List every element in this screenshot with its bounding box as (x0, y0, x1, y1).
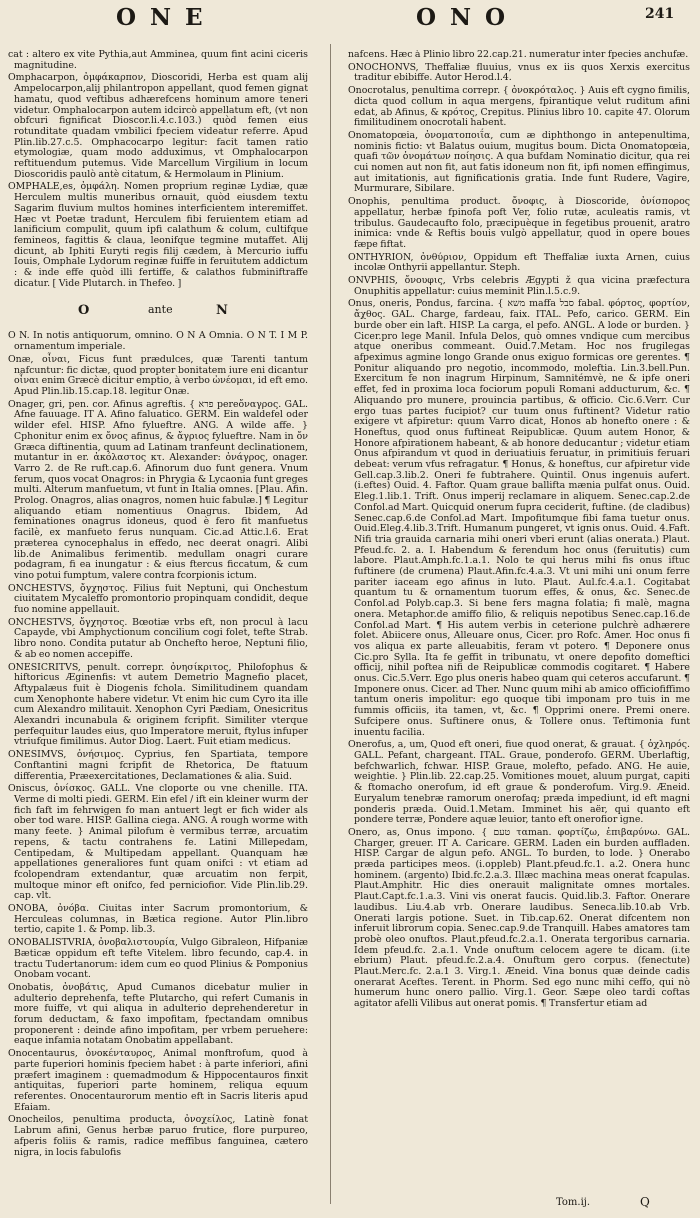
entry-onobatis: Onobatis, ὀνοβάτις, Apud Cumanos dicebatur mulier in adulterio deprehenfa, tefte Plutarcho, qui refert Cumanis in more fuiffe, vt qui aliqua in adulterio deprehenderetur in forum deductam, & faxo impofitam, fpectandam omnibus proponerent : deinde afino impofitam, per vrbem peruehere: eaque infamia notatam Onobatim appellabant. (8, 981, 308, 1047)
entry-onoba: ONOBA, ὀνόβα. Ciuitas inter Sacrum promontorium, & Herculeas columnas, in Bætica regione. Autor Plin.libro tertio, capite 1. & Pomp. lib.3. (8, 903, 308, 936)
entry-on-notae: O N. In notis antiquorum, omnino. O N A Omnia. O N T. I M P. ornamentum imperiale. (8, 330, 308, 353)
entry-onchestus-filius: ONCHESTVS, ὄγχηστος. Filius fuit Neptuni, qui Onchestum ciuitatem Mycaleffo promontorio propinquam condidit, deque fuo nomine appellauit. (8, 582, 308, 616)
entry-omphacarpon-tail: cat : altero ex vite Pythia,aut Amminea, quum fint acini ciceris magnitudine. (8, 50, 308, 71)
column-rule (330, 44, 331, 1204)
right-column (348, 50, 690, 1200)
entry-onomatopoeia: Onomatopœia, ὀνοματοποιΐα, cum æ diphthongo in antepenultima, nominis fictio: vt Balatus ouium, mugitus boum. Dicta Onomatopœia, quafi τῶν ὀνομάτων ποίησις. A qua bufdam Nominatio dicitur, qua rei cui nomen aut non fit, aut fatis idoneum non fit, ipfi nomen effingimus, aut imitationis, aut fignificationis gratia. Inde funt Rudere, Vagire, Murmurare, Sibilare. (348, 129, 690, 195)
entry-onthyrion: ONTHYRION, ὀνθύριον, Oppidum eft Theffaliæ iuxta Arnen, cuius incolæ Onthyrii appellantur. Steph. (348, 251, 690, 274)
section-letter-o: O (78, 303, 90, 319)
section-heading-o-ante-n (8, 295, 308, 325)
page-number: 241 (645, 6, 675, 22)
entry-onesicritus: ONESICRITVS, penult. correpr. ὀνησίκριτος, Philofophus & hiftoricus Æginenfis: vt autem Demetrio Magnefio placet, Aftypalæus fuit è Diogenis fchola. Similitudinem quandam cum Xenophonte habere videtur. Vt enim hic cum Cyro ita ille cum Alexandro militauit. Xenophon Cyri Pædiam, Onesicritus Alexandri incunabula & originem fcripfit. Similiter vterque perfequitur laudes eius, quo Imperatore meruit, ftylus infuper vtriufque fimilimus. Autor Diog. Laert. Fuit etiam medicus. (8, 661, 308, 748)
entry-onobalisturia: ONOBALISTVRIA, ὀνοβαλιστουρία, Vulgo Gibraleon, Hifpaniæ Bæticæ oppidum eft tefte Vitelem. libro fecundo, cap.4. in tractu Tudertanorum: idem cum eo quod Plinius & Pomponius Onobam vocant. (8, 937, 308, 981)
entry-onocrotalus: Onocrotalus, penultima correpr. { ὀνοκρόταλος. } Auis eft cygno fimilis, dicta quod collum in aqua mergens, fpirantique velut ruditum afini edat, ab Afinus, & κρότος, Crepitus. Plinius libro 10. capite 47. Olorum fimilitudinem onocrotali habent. (348, 85, 690, 129)
entry-onocentaurus: Onocentaurus, ὀνοκένταυρος, Animal monftrofum, quod à parte fuperiori hominis fpeciem habet : à parte inferiori, afini præfert imaginem : quemadmodum & Hippocentauros finxit antiquitas, fuperiori parte hominem, reliqua equum referentes. Onocentaurorum mentio eft in Sacris literis apud Efaiam. (8, 1048, 308, 1113)
entry-onophis: Onophis, penultima product. ὄνοφις, à Dioscoride, ὀνίσπορος appellatur, herbæ fpinofa poft Ver, folio rutæ, aculeatis ramis, vt tribulus. Gaudecaufto folo, præcipuèque in fegetibus prouenit, aratro inimica: vnde & Reftis bouis vulgò appellatur, quod in opere boues fæpe fiftat. (348, 196, 690, 250)
entry-onocheilos-tail: nafcens. Hæc à Plinio libro 22.cap.21. numeratur inter fpecies anchufæ. (348, 50, 689, 60)
entry-onchestus-urbs: ONCHESTVS, ὄγχηστος. Bœotiæ vrbs eft, non procul à lacu Capayde, vbi Amphyctionum concilium cogi folet, tefte Strab. libro nono. Condita putatur ab Onchefto heroe, Neptuni filio, & ab eo nomen accepiffe. (8, 616, 308, 660)
running-head-left: ONE (116, 4, 217, 31)
section-letter-n: N (216, 303, 228, 319)
entry-onero: Onero, as, Onus impono. { טעם ταman. φορτίζω, ἐπιβαρύνω. GAL. Charger, greuer. IT A. Caricare. GERM. Laden ein burden auffladen. HISP. Cargar de algun pefo. ANGL. To burden, to lode. } Onerabo præda participes meos. (i.oppleb) Plant.pfeud.fc.1. a.2. Onera hunc hominem. (argento) Ibid.fc.2.a.3. Illæc machina meas onerat fcapulas. Plaut.Amphitr. Hic dies onerauit malignitate omnes mortales. Plaut.Capt.fc.1.a.3. Vini vis onerat faucis. Quid.lib.3. Faftor. Onerare laudibus. Liu.4.ab vrb. Onerare laudibus. Seneca.lib.10.ab Vrb. Onerati largis potione. Suet. in Tib.cap.62. Onerat difcentem non inferuit librorum copia. Senec.cap.9.de Tranquill. Habes amatores tam probè oleo onuftos. Plaut.pfeud.fc.2.a.1. Onerata tergoribus carnaria. Idem pfeud.fc. 2.a.1. Vnde onuftum celocem agere te dicam. (i.te ebrium) Plaut. pfeud.fc.2.a.4. Onuftum gero corpus. (fenectute) Plaut.Merc.fc. 2.a.1 3. Virg.1. Æneid. Vina bonus quæ deinde cadis onerarat Aceftes. Terent. in Phorm. Sed ego nunc mihi ceffo, qui nò humerum hunc onero pallio. Virg.1. Geor. Sæpe oleo tardi coftas agitator afelli Vilibus aut onerat pomis. ¶ Transfertur etiam ad (348, 826, 690, 1010)
entry-onesimus: ONESIMVS, ὀνήσιμος. Cyprius, fen Spartiata, tempore Conftantini magni fcripfit de Rhetorica, De ftatuum differentia, Præexercitationes, Declamationes & alia. Suid. (8, 749, 308, 782)
entry-onae: Onæ, οἶναι, Ficus funt prædulces, quæ Tarenti tantum nafcuntur: fic dictæ, quod propter bonitatem iure eni dicantur οἶναι enim Græcè dicitur emptio, à verbo ὠνέομαι, id eft emo. Apud Plin.lib.15.cap.18. legitur Onæ. (8, 353, 308, 397)
entry-oniscus: Oniscus, ὀνίσκος. GALL. Vne cloporte ou vne chenille. ITA. Verme di molti piedi. GERM. Ein efel / ift ein kleiner wurm der fich faft im fehrwigen fo man antuert legt er fich wider als ober tod ware. HISP. Gallina ciega. ANG. A rough worme with many feete. } Animal pilofum è vermibus terræ, arcuatim repens, & tactu contrahens fe. Latini Millepedam, Centipedam, & Multipedam appellant. Quanquam hæ appellationes generaliores funt quam onifci : vt etiam ad fcolopendram extendantur, quæ arcuatim non ferpit, multoque minor eft onifco, fed perniciofior. Vide Plin.lib.29. cap. vlt. (8, 783, 308, 902)
entry-omphale: OMPHALE,es, ὀμφάλη. Nomen proprium reginæ Lydiæ, quæ Herculem multis muneribus ornauit, quòd eiusdem textu Sagarim fluvium multos homines interficientem interemiffet. Hæc vt Poetæ tradunt, Herculem fibi feruientem etiam ad lanificium compulit, quum ipfi calathum & colum, cultifque femineos, fagittis & claua, leonifque tegmine mutaffet. Alij dicunt, ab Iphiti Euryti regis filij cædem, à Mercurio iuffu Iouis, Omphale Lydorum reginæ fuiffe in feruitutem addictum : & inde effe quòd illi fertiffe, & calathos fubminiftraffe dicatur. [ Vide Plutarch. in Thefeo. ] (8, 181, 308, 289)
entry-onocheilos: Onocheilos, penultima producta, ὀνοχείλος, Latinè fonat Labrum afini, Genus herbæ paruo frutice, flore purpureo, afperis foliis & ramis, radice meffibus fanguinea, cætero nigra, in locis fabulofis (8, 1114, 308, 1158)
entry-onuphis: ONVPHIS, ὄνουφις, Vrbs celebris Ægypti ž qua vicina præfectura Onuphitis appellatur: cuius meminit Plin.l.5.c.9. (348, 275, 690, 297)
running-head-right: ONO (416, 4, 520, 31)
signature-mark: Q (640, 1195, 650, 1209)
entry-onager: Onager, gri, pen. cor. Afinus agreftis. { פרא pereὄναγρος. GAL. Afne fauuage. IT A. Afino faluatico. GERM. Ein waldefel oder wilder efel. HISP. Afno fylueftre. ANG. A wilde affe. } Cphonitur enim ex ὄνος afinus, & ἄγριος fylueftre. Nam in ὄν Græca diftinentia, quum ad Latinam tranfeunt declinationem, mutantur in er. ἀκόλαστος κτ. Alexander: ὀνάγρος, onager. Varro 2. de Re ruft.cap.6. Afinorum duo funt genera. Vnum ferum, quos vocat Onagros: in Phrygia & Lycaonia funt greges multi. Alterum manfuetum, vt funt in Italia omnes. [Plau. Afin. Prolog. Onagros, alias onagros, nomen huic fabulæ.] ¶ Legitur aliquando etiam nomentiuus Onagrus. Ibidem, Ad feminationes onagrus idoneus, quod è fero fit manfuetus facilè, ex manfueto ferus nunquam. Cic.ad Attic.l.6. Erat præterea cynocephalus in effedo, nec deerat onagri. Alibi lib.de Animalibus ferimentib. medullam onagri curare podagram, fi ea inungatur : & eius ftercus ficcatum, & cum vino potui fumptum, valere contra fcorpionis ictum. (8, 398, 308, 581)
entry-onus: Onus, oneris, Pondus, farcina. { משא maffa סבל fabal. φόρτος, φορτίον, ἄχθος. GAL. Charge, fardeau, faix. ITAL. Pefo, carico. GERM. Ein burde ober ein laft. HISP. La carga, el pefo. ANGL. A lode or burden. } Cicer.pro lege Manil. Infula Delos, quò omnes vndique cum mercibus atque oneribus commeant. Ouid.7.Metam. Hoc nos frugilegas afpeximus agmine longo Grande onus exiguo formicas ore gerentes. ¶ Ponitur aliquando pro negotio, incommodo, moleftia. Lin.3.bell.Pun. Exercitum fe non inagrum Hirpinum, Samnitémvè, ne & ipfe oneri effet, fed in proxima loca fociorum populi Romani adducturum, &c. ¶ Aliquando pro munere, prouincia partibus, & officio. Cic.6.Verr. Cur ergo tuas partes fucipiot? cur tuum onus fuftinent? Videtur ratio exigere vt afpiretur: quum Varro dicat, Honos ab honefto onere : & Honeftus, quod onus fuftineat Reipublicæ. Quum autem Honor, & Honore afpirationem habeant, & ab honore deducantur ; videtur etiam Onus afpirandum vt quod in deriuatiuis feruatur, in primitiuis feruari debeat: verum vfus refragatur. ¶ Honus, & honeftus, cur afpiretur vide Gell.cap.3.lib.2. Oneri fe fubtrahere. Quintil. Onus ingenuis aufert. (i.eftes) Ouid. 4. Faftor. Quam graue ballifta mænia pulfat onus. Ouid. Eleg.1.lib.1. Trift. Onus imperij reclamare in aliquem. Senec.cap.2.de Confol.ad Mart. Quicquid onerum fupra ceciderit, fuftine. (de cladibus) Senec.cap.6.de Confol.ad Mart. Impofitumque fibi fama tuetur onus. Ouid.Eleg.4.lib.3.Trift. Humanum pungeret, vt ignis onus. Ouid. 4.Faft. Nifi tria grauida carnaria mihi oneri vberi erunt (alias onerata.) Plaut. Pfeud.fc. 2. a. I. Habendum & ferendum hoc onus (feruitutis) cum labore. Plaut.Amph.fc.1.a.1. Nolo te qui herus mihi fis onus iftuc fuftinere (de crumena) Plaut.Afin.fc.4.a.3. Vt uni mihi uni onum ferre pariter iaceam ego afinus in luto. Plaut. Aul.fc.4.a.1. Cogitabat quantum tu & ornamentum tuorum effes, & onus, &c. Senec.de Confol.ad Polyb.cap.3. Si bene fers magna folatia; fi malè, magna onera. Metaphor.de amiffo filio, & reliquis nepotibus Senec.cap.16.de Confol.ad Mart. ¶ His autem verbis in ceterione pulchrè adhærere folet. Abiicere onus, Alleuare onus, Cicer. pro Rofc. Amer. Hoc onus fi vos aliqua ex parte alleuabitis, feram vt potero. ¶ Deponere onus Cic.pro Sylla. Ita fe geffit in tribunatu, vt onere depofito domeftici officij, nihil poftea nifi de Reipublicæ commodis cogitaret. ¶ Habere onus. Cic.5.Verr. Ego plus oneris habeo quam qui ceteros accufarunt. ¶ Imponere onus. Cicer. ad Ther. Nunc quum mihi ab amico officiofiffimo tantum oneris impolitur: ego quoque tibi imponam pro tuis in me fummis officiis, ita tamen, vt, &c. ¶ Opprimi onere. Premi onere. Sufcipere onus. Suftinere onus, & Tollere onus. Teftimonia funt inuentu facilia. (348, 298, 690, 738)
entry-onochonus: ONOCHONVS, Theffaliæ fluuius, vnus ex iis quos Xerxis exercitus traditur ebibiffe. Autor Herod.l.4. (348, 61, 690, 84)
volume-mark: Tom.ij. (556, 1197, 591, 1208)
running-header (0, 4, 700, 34)
left-column (8, 50, 308, 1200)
page-footer (0, 1197, 700, 1215)
entry-omphacarpon: Omphacarpon, ὀμφάκαρπον, Dioscoridi, Herba est quam alij Ampelocarpon,alij philantropon appellant, quod femen gignat hamatu, quod veftibus adhærefcens hominum amore teneri videtur. Omphalocarpon autem idcircò appellatum eft, (vt non obfcuri fignificat Dioscor.li.4.c.103.) quòd femen eius rotunditate quadam vmbilici fpeciem videatur referre. Apud Plin.lib.27.c.5. Omphacocarpo legitur: facit tamen ratio etymologiæ, quam modo adduximus, vt Omphalocarpon reftituendum putemus. Vide Marcellum Virgilium in locum Dioscoridis paulò antè citatum, & Hermolaum in Plinium. (8, 72, 308, 180)
entry-onerosus: Onerofus, a, um, Quod eft oneri, fiue quod onerat, & grauat. { ὀχληρός. GALL. Pefant, chargeant. ITAL. Graue, ponderofo. GERM. Uberlaftig, befchwarlich, fchwar. HISP. Graue, molefto, pefado. ANG. He auie, weightie. } Plin.lib. 22.cap.25. Vomitiones mouet, aluum purgat, capiti & ftomacho onerofum, id eft graue & ponderofum. Virg.9. Æneid. Euryalum tenebræ ramorum onerofaq; præda impediunt, id eft magni ponderis præda. Ouid.1.Metam. Imminet his aër, qui quanto eft pondere terræ, Pondere aquæ leuior, tanto eft onerofior igne. (348, 739, 690, 826)
section-word-ante: ante (148, 303, 173, 317)
